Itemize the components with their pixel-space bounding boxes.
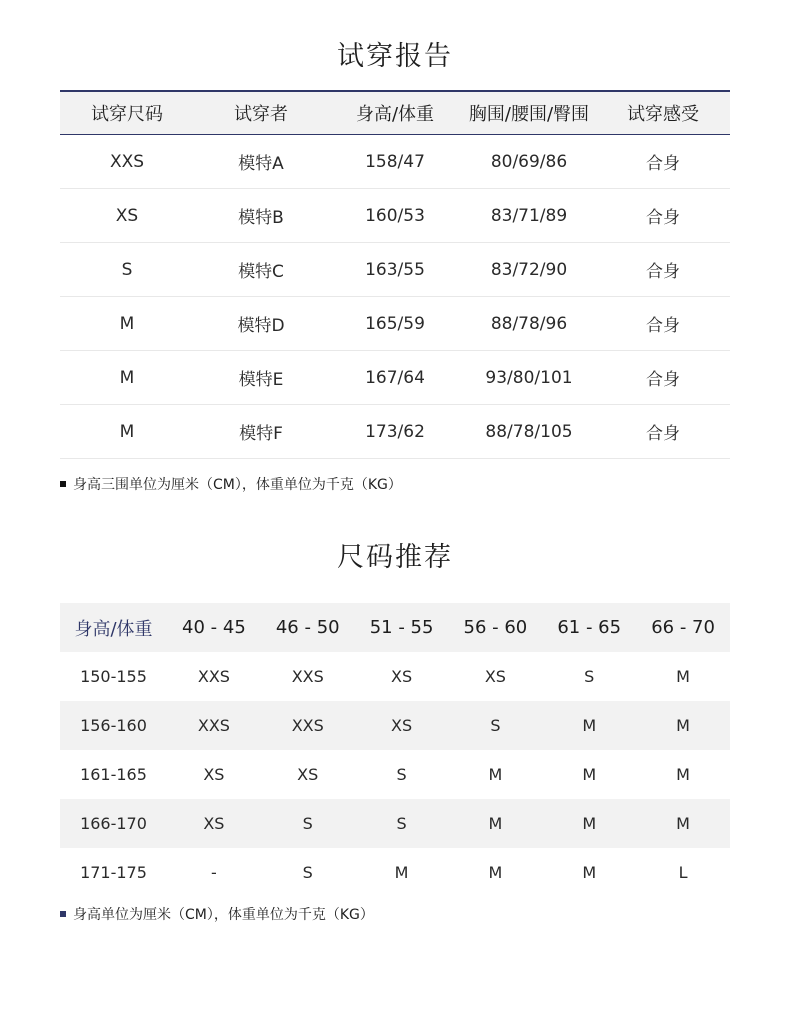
cell-fit: 合身: [596, 405, 730, 459]
col-header-fit: 试穿感受: [596, 91, 730, 135]
table-row: [60, 243, 730, 297]
try-on-report-table: [60, 90, 730, 459]
size-cell: S: [490, 716, 501, 735]
size-cell: XXS: [197, 667, 230, 686]
size-cell: S: [302, 863, 313, 882]
weight-range-header: 51 - 55: [369, 617, 434, 638]
cell-model: 模特D: [194, 297, 328, 351]
cell-height-weight: 160/53: [328, 189, 462, 243]
cell-height-weight: 158/47: [328, 135, 462, 189]
table-row: [60, 405, 730, 459]
table-row: [60, 848, 730, 897]
height-range-cell: 161-165: [80, 765, 147, 784]
cell-measurements: 88/78/105: [462, 405, 596, 459]
col-header-height-weight: 身高/体重: [328, 91, 462, 135]
table-row: [60, 799, 730, 848]
size-cell: XXS: [197, 716, 230, 735]
table-row: [60, 297, 730, 351]
weight-range-header: 61 - 65: [557, 617, 622, 638]
size-cell: M: [582, 765, 597, 784]
height-range-cell: 156-160: [80, 716, 147, 735]
cell-height-weight: 173/62: [328, 405, 462, 459]
size-cell: M: [488, 765, 503, 784]
height-range-cell: 150-155: [80, 667, 147, 686]
table-header-row: [60, 603, 730, 652]
cell-size: XS: [60, 189, 194, 243]
size-cell: XXS: [291, 667, 324, 686]
size-cell: M: [676, 716, 690, 735]
cell-height-weight: 167/64: [328, 351, 462, 405]
size-cell: M: [488, 863, 503, 882]
size-cell: S: [396, 765, 407, 784]
table-row: [60, 652, 730, 701]
col-header-size: 试穿尺码: [60, 91, 194, 135]
size-recommend-table: [60, 603, 730, 897]
size-cell: L: [678, 863, 688, 882]
size-cell: S: [584, 667, 595, 686]
size-cell: S: [396, 814, 407, 833]
cell-size: S: [60, 243, 194, 297]
col-header-model: 试穿者: [194, 91, 328, 135]
cell-fit: 合身: [596, 135, 730, 189]
cell-measurements: 83/72/90: [462, 243, 596, 297]
cell-fit: 合身: [596, 351, 730, 405]
size-cell: XS: [297, 765, 319, 784]
weight-range-header: 66 - 70: [651, 617, 715, 638]
size-cell: M: [582, 716, 597, 735]
table-header-row: [60, 91, 730, 135]
cell-height-weight: 163/55: [328, 243, 462, 297]
cell-size: XXS: [60, 135, 194, 189]
cell-size: M: [60, 297, 194, 351]
try-on-report-title: 试穿报告: [337, 41, 453, 72]
weight-range-header: 46 - 50: [275, 617, 340, 638]
size-cell: M: [582, 814, 597, 833]
size-cell: M: [488, 814, 503, 833]
table-row: [60, 750, 730, 799]
size-cell: M: [582, 863, 597, 882]
recommend-unit-note-text: 身高单位为厘米（CM），体重单位为千克（KG）: [73, 907, 374, 923]
size-cell: M: [676, 667, 690, 686]
table-row: [60, 351, 730, 405]
cell-model: 模特E: [194, 351, 328, 405]
size-cell: XS: [484, 667, 506, 686]
cell-measurements: 80/69/86: [462, 135, 596, 189]
table-row: [60, 135, 730, 189]
size-cell: M: [676, 765, 690, 784]
size-cell: M: [394, 863, 409, 882]
weight-range-header: 56 - 60: [463, 617, 528, 638]
bullet-square-icon: [60, 481, 66, 487]
size-cell: XXS: [291, 716, 324, 735]
size-cell: S: [302, 814, 313, 833]
recommend-unit-note: [60, 904, 374, 924]
cell-size: M: [60, 405, 194, 459]
height-range-cell: 166-170: [80, 814, 147, 833]
size-cell: XS: [203, 814, 225, 833]
size-cell: XS: [203, 765, 225, 784]
cell-model: 模特B: [194, 189, 328, 243]
table-row: [60, 701, 730, 750]
corner-header: 身高/体重: [74, 618, 153, 640]
weight-range-header: 40 - 45: [182, 617, 246, 638]
cell-measurements: 83/71/89: [462, 189, 596, 243]
height-range-cell: 171-175: [80, 863, 147, 882]
report-unit-note-text: 身高三围单位为厘米（CM），体重单位为千克（KG）: [73, 477, 402, 493]
cell-size: M: [60, 351, 194, 405]
col-header-measurements: 胸围/腰围/臀围: [462, 91, 596, 135]
size-cell: XS: [391, 667, 413, 686]
cell-height-weight: 165/59: [328, 297, 462, 351]
cell-measurements: 88/78/96: [462, 297, 596, 351]
report-unit-note: [60, 474, 402, 494]
cell-model: 模特C: [194, 243, 328, 297]
cell-fit: 合身: [596, 243, 730, 297]
size-cell: M: [676, 814, 690, 833]
cell-fit: 合身: [596, 297, 730, 351]
size-recommend-title: 尺码推荐: [337, 542, 453, 573]
table-row: [60, 189, 730, 243]
bullet-square-icon: [60, 911, 66, 917]
cell-model: 模特F: [194, 405, 328, 459]
cell-measurements: 93/80/101: [462, 351, 596, 405]
size-cell: -: [211, 863, 217, 882]
size-cell: XS: [391, 716, 413, 735]
cell-fit: 合身: [596, 189, 730, 243]
cell-model: 模特A: [194, 135, 328, 189]
